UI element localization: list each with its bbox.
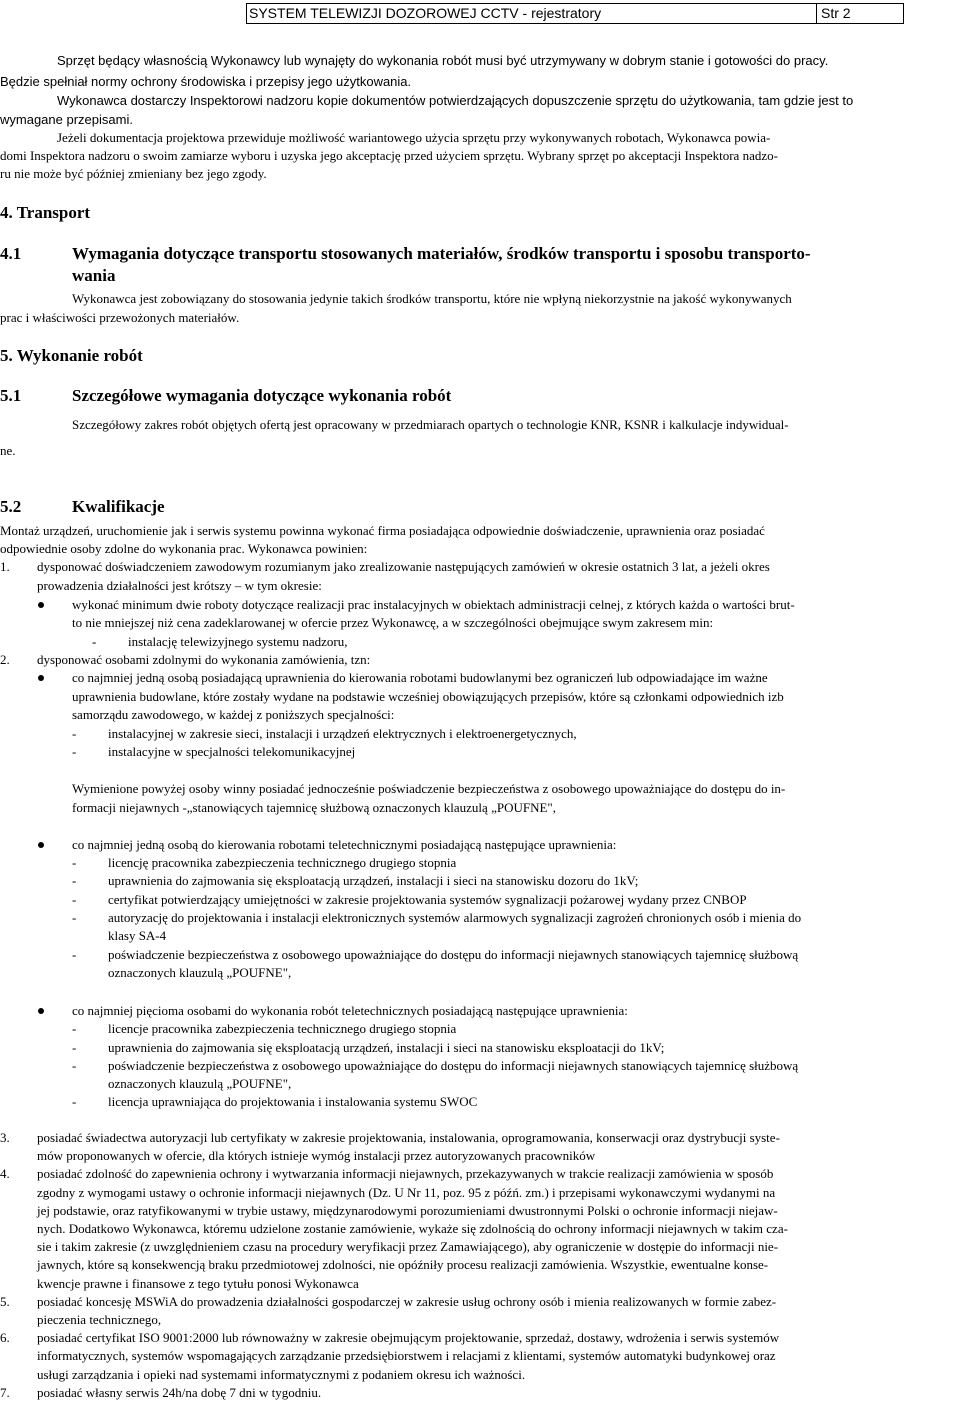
item-7-line-1: posiadać własny serwis 24h/na dobę 7 dni w tygodniu.: [37, 1385, 322, 1400]
section-4-1-body-1: Wykonawca jest zobowiązany do stosowania jedynie takich środków transportu, które nie wpłyną niekorzystnie na jakość wykonywanych: [72, 291, 792, 306]
intro-line-1: Sprzęt będący własnością Wykonawcy lub wynajęty do wykonania robót musi być utrzymywany w dobrym stanie i gotowości do pracy.: [57, 53, 829, 68]
bullet-icon: [38, 675, 44, 681]
item-2-bullet-1-line-3: samorządu zawodowego, w każdej z poniższych specjalności:: [72, 707, 395, 722]
section-4-heading: 4. Transport: [0, 203, 91, 222]
section-5-1-number: 5.1: [0, 386, 22, 405]
item-5-line-2: pieczenia technicznego,: [37, 1312, 162, 1327]
item-1-line-1: dysponować doświadczeniem zawodowym rozumianym jako zrealizowanie następujących zamówień w okresie ostatnich 3 lat, a jeżeli okres: [37, 559, 770, 574]
intro-line-5: Jeżeli dokumentacja projektowa przewiduje możliwość wariantowego użycia sprzętu przy wykonywanych robotach, Wykonawca powia-: [57, 130, 771, 145]
section-5-heading: 5. Wykonanie robót: [0, 346, 143, 365]
dash-icon: -: [72, 873, 77, 888]
dash-icon: -: [72, 947, 77, 962]
item-4-line-6: jawnych, które są konsekwencją braku przedmiotowej zdolności, nie opóźniły procesu realizacji zamówienia. Wszystkie, ewentualne konse-: [37, 1257, 769, 1272]
item-4-line-7: kwencje prawne i finansowe z tego tytułu ponosi Wykonawca: [37, 1276, 359, 1291]
item-6-line-2: informatycznych, systemów wspomagających zarządzanie przedsiębiorstwem i relacjami z klientami, systemów automatyki budynkowej oraz: [37, 1348, 776, 1363]
item-2-bullet-3-dash-1: licencje pracownika zabezpieczenia technicznego drugiego stopnia: [108, 1021, 457, 1036]
item-6-line-1: posiadać certyfikat ISO 9001:2000 lub równoważny w zakresie obejmującym projektowanie, sprzedaż, dostawy, wdrożenia i serwis systemów: [37, 1330, 780, 1345]
item-4-line-3: jej podstawie, oraz ratyfikowanymi w trybie ustawy, międzynarodowymi porozumieniami dwustronnymi Polski o ochronie informacji niejaw-: [37, 1203, 778, 1218]
item-1-number: 1.: [0, 559, 10, 574]
item-5-number: 5.: [0, 1294, 10, 1309]
item-5-line-1: posiadać koncesję MSWiA do prowadzenia działalności gospodarczej w zakresie usług ochrony osób i mienia realizowanych w formie zabez-: [37, 1294, 777, 1309]
item-2-bullet-3-dash-4: licencja uprawniająca do projektowania i instalowania systemu SWOC: [108, 1094, 478, 1109]
item-3-line-1: posiadać świadectwa autoryzacji lub certyfikaty w zakresie projektowania, instalowania, oprogramowania, konserwacji oraz dystrybucji syste-: [37, 1130, 780, 1145]
dash-icon: -: [72, 892, 77, 907]
item-2-bullet-3-line-1: co najmniej pięcioma osobami do wykonania robót teletechnicznych posiadającą następujące uprawnienia:: [72, 1003, 628, 1018]
item-2-bullet-2-dash-4b: klasy SA-4: [108, 928, 167, 943]
section-4-1-title-2: wania: [72, 266, 116, 285]
intro-line-3: Wykonawca dostarczy Inspektorowi nadzoru kopie dokumentów potwierdzających dopuszczenie sprzętu do użytkowania, tam gdzie jest to: [57, 93, 854, 108]
dash-icon: -: [72, 1058, 77, 1073]
section-4-1-body-2: prac i właściwości przewożonych materiałów.: [0, 310, 240, 325]
item-2-bullet-2-dash-3: certyfikat potwierdzający umiejętności w zakresie projektowania systemów sygnalizacji pożarowej wydany przez CNBOP: [108, 892, 747, 907]
item-2-bullet-2-line-1: co najmniej jedną osobą do kierowania robotami teletechnicznymi posiadającą następujące uprawnienia:: [72, 837, 617, 852]
section-5-1-title: Szczegółowe wymagania dotyczące wykonania robót: [72, 386, 452, 405]
item-4-line-1: posiadać zdolność do zapewnienia ochrony i wytwarzania informacji niejawnych, przekazywanych w trakcie realizacji zamówienia w sposób: [37, 1166, 774, 1181]
header-page-number: Str 2: [816, 4, 903, 23]
item-6-line-3: usługi zarządzania i opieki nad systemami informatycznymi z podaniem okresu ich ważności.: [37, 1367, 526, 1382]
section-5-1-body-2: ne.: [0, 443, 16, 458]
item-1-bullet-line-1: wykonać minimum dwie roboty dotyczące realizacji prac instalacyjnych w obiektach administracji celnej, z których każda o wartości brut-: [72, 597, 795, 612]
item-4-number: 4.: [0, 1166, 10, 1181]
section-5-2-body-1: Montaż urządzeń, uruchomienie jak i serwis systemu powinna wykonać firma posiadająca odpowiednie doświadczenie, uprawnienia oraz posiadać: [0, 523, 765, 538]
header-title: SYSTEM TELEWIZJI DOZOROWEJ CCTV - rejestratory: [249, 5, 602, 21]
intro-line-4: wymagane przepisami.: [0, 112, 133, 127]
item-2-line-1: dysponować osobami zdolnymi do wykonania zamówienia, tzn:: [37, 652, 371, 667]
item-6-number: 6.: [0, 1330, 10, 1345]
bullet-icon: [38, 842, 44, 848]
item-2-bullet-1-line-1: co najmniej jedną osobą posiadającą uprawnienia do kierowania robotami budowlanymi bez ograniczeń lub odpowiadające im ważne: [72, 670, 768, 685]
dash-icon: -: [72, 1040, 77, 1055]
item-7-number: 7.: [0, 1385, 10, 1400]
section-4-1-title-1: Wymagania dotyczące transportu stosowanych materiałów, środków transportu i sposobu transporto-: [72, 244, 811, 263]
item-2-bullet-3-dash-3b: oznaczonych klauzulą „POUFNE",: [108, 1076, 292, 1091]
intro-line-2: Będzie spełniał normy ochrony środowiska i przepisy jego użytkowania.: [0, 74, 412, 89]
item-1-line-2: prowadzenia działalności jest krótszy – w tym okresie:: [37, 578, 322, 593]
dash-icon: -: [72, 1094, 77, 1109]
dash-icon: -: [72, 855, 77, 870]
item-2-bullet-2-dash-1: licencję pracownika zabezpieczenia technicznego drugiego stopnia: [108, 855, 457, 870]
dash-icon: -: [72, 1021, 77, 1036]
item-2-bullet-2-dash-5a: poświadczenie bezpieczeństwa z osobowego upoważniające do dostępu do informacji niejawnych stanowiących tajemnicę służbową: [108, 947, 799, 962]
page-header: [246, 3, 904, 24]
item-2-bullet-2-dash-2: uprawnienia do zajmowania się eksploatacją urządzeń, instalacji i sieci na stanowisku dozoru do 1kV;: [108, 873, 639, 888]
dash-icon: -: [92, 634, 97, 649]
item-2-bullet-1-dash-2: instalacyjne w specjalności telekomunikacyjnej: [108, 744, 356, 759]
item-1-bullet-line-2: to nie mniejszej niż cena zadeklarowanej w ofercie przez Wykonawcę, a w szczególności obejmujące swym zakresem min:: [72, 615, 714, 630]
bullet-icon: [38, 1008, 44, 1014]
bullet-icon: [38, 602, 44, 608]
section-5-2-number: 5.2: [0, 497, 22, 516]
item-2-bullet-1-line-2: uprawnienia budowlane, które zostały wydane na podstawie wcześniej obowiązujących przepisów, które są członkami odpowiednich izb: [72, 689, 784, 704]
intro-line-6: domi Inspektora nadzoru o swoim zamiarze wyboru i uzyska jego akceptację przed użyciem sprzętu. Wybrany sprzęt po akceptacji Inspektora nadzo-: [0, 148, 778, 163]
item-3-number: 3.: [0, 1130, 10, 1145]
section-5-2-title: Kwalifikacje: [72, 497, 165, 516]
section-4-1-number: 4.1: [0, 244, 22, 263]
dash-icon: -: [72, 910, 77, 925]
item-2-bullet-3-dash-3a: poświadczenie bezpieczeństwa z osobowego upoważniające do dostępu do informacji niejawnych stanowiących tajemnicę służbową: [108, 1058, 799, 1073]
item-2-note-line-2: formacji niejawnych -„stanowiących tajemnicę służbową oznaczonych klauzulą „POUFNE",: [72, 800, 556, 815]
intro-line-7: ru nie może być później zmieniany bez jego zgody.: [0, 166, 267, 181]
item-4-line-4: nych. Dodatkowo Wykonawca, któremu udzielone zostanie zamówienie, wykaże się zdolnością do ochrony informacji niejawnych w takim cza-: [37, 1221, 788, 1236]
item-2-bullet-2-dash-4a: autoryzację do projektowania i instalacji elektronicznych systemów alarmowych sygnalizacji zagrożeń chronionych osób i mienia do: [108, 910, 802, 925]
item-4-line-5: sie i takim zakresie (z uwzględnieniem czasu na procedury weryfikacji przez Zamawiającego), aby ograniczenie w dostępie do informacji nie-: [37, 1239, 779, 1254]
section-5-2-body-2: odpowiednie osoby zdolne do wykonania prac. Wykonawca powinien:: [0, 541, 368, 556]
section-5-1-body-1: Szczegółowy zakres robót objętych ofertą jest opracowany w przedmiarach opartych o technologie KNR, KSNR i kalkulacje indywidual-: [72, 417, 789, 432]
item-2-bullet-1-dash-1: instalacyjnej w zakresie sieci, instalacji i urządzeń elektrycznych i elektroenergetycznych,: [108, 726, 577, 741]
item-2-bullet-3-dash-2: uprawnienia do zajmowania się eksploatacją urządzeń, instalacji i sieci na stanowisku eksploatacji do 1kV;: [108, 1040, 665, 1055]
item-3-line-2: mów proponowanych w ofercie, dla których istnieje wymóg instalacji przez autoryzowanych pracowników: [37, 1148, 596, 1163]
dash-icon: -: [72, 744, 77, 759]
item-2-note-line-1: Wymienione powyżej osoby winny posiadać jednocześnie poświadczenie bezpieczeństwa z osobowego upoważniające do dostępu do in-: [72, 781, 786, 796]
item-2-bullet-2-dash-5b: oznaczonych klauzulą „POUFNE",: [108, 965, 292, 980]
item-4-line-2: zgodny z wymogami ustawy o ochronie informacji niejawnych (Dz. U Nr 11, poz. 95 z późń. zm.) i przepisami wykonawczymi wydanymi na: [37, 1185, 776, 1200]
item-1-dash-1: instalację telewizyjnego systemu nadzoru,: [128, 634, 348, 649]
dash-icon: -: [72, 726, 77, 741]
item-2-number: 2.: [0, 652, 10, 667]
